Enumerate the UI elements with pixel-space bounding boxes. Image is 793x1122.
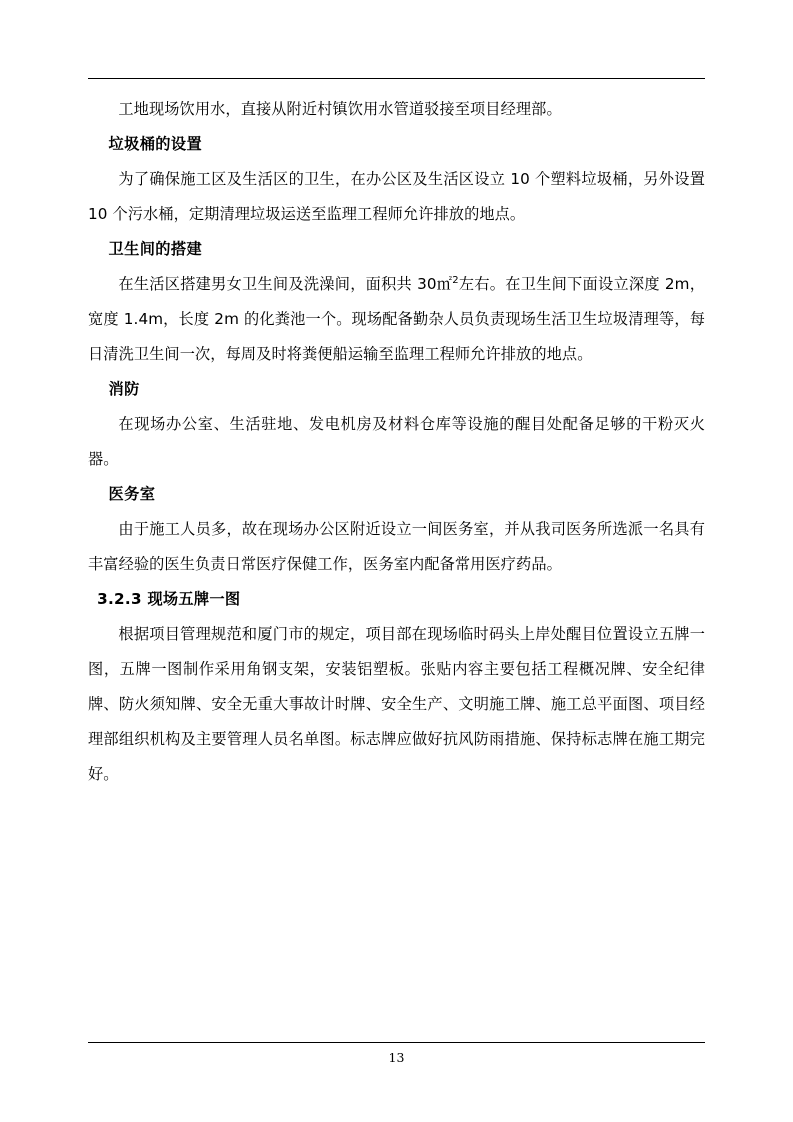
heading-trash-bins: 垃圾桶的设置 [108,135,203,153]
footer-divider [88,1042,705,1043]
heading-toilets: 卫生间的搭建 [108,240,203,258]
heading-clinic: 医务室 [108,485,156,503]
toilets-unit: ㎡ [436,275,453,293]
heading-section-3-2-3: 3.2.3 现场五牌一图 [97,590,241,608]
paragraph-clinic: 由于施工人员多，故在现场办公区附近设立一间医务室，并从我司医务所选派一名具有丰富经验的医生负责日常医疗保健工作，医务室内配备常用医疗药品。 [88,520,705,573]
toilets-text-before: 在生活区搭建男女卫生间及洗澡间，面积共 30 [118,275,437,293]
paragraph-trash-bins: 为了确保施工区及生活区的卫生，在办公区及生活区设立 10 个塑料垃圾桶，另外设置 10 个污水桶，定期清理垃圾运送至监理工程师允许排放的地点。 [88,170,705,223]
paragraph-section-3-2-3: 根据项目管理规范和厦门市的规定，项目部在现场临时码头上岸处醒目位置设立五牌一图，五牌一图制作采用角钢支架，安装铝塑板。张贴内容主要包括工程概况牌、安全纪律牌、防火须知牌、安全无重大事故计时牌、安全生产、文明施工牌、施工总平面图、项目经理部组织机构及主要管理人员名单图。标志牌应做好抗风防雨措施、保持标志牌在施工期完好。 [88,625,705,783]
header-divider [88,78,705,79]
paragraph-toilets [88,267,705,372]
heading-fire-protection: 消防 [108,380,140,398]
document-content [88,92,705,792]
toilets-superscript: 2 [452,274,459,286]
paragraph-water-supply: 工地现场饮用水，直接从附近村镇饮用水管道驳接至项目经理部。 [118,100,562,118]
paragraph-fire-protection: 在现场办公室、生活驻地、发电机房及材料仓库等设施的醒目处配备足够的干粉灭火器。 [88,415,705,468]
toilets-text-after: 左右。在卫生间下面设立深度 2m，宽度 1.4m，长度 2m 的化粪池一个。现场配备勤杂人员负责现场生活卫生垃圾清理等，每日清洗卫生间一次，每周及时将粪便船运输至监理工程师允许排放的地点。 [88,275,705,363]
page-number: 13 [388,1050,405,1065]
